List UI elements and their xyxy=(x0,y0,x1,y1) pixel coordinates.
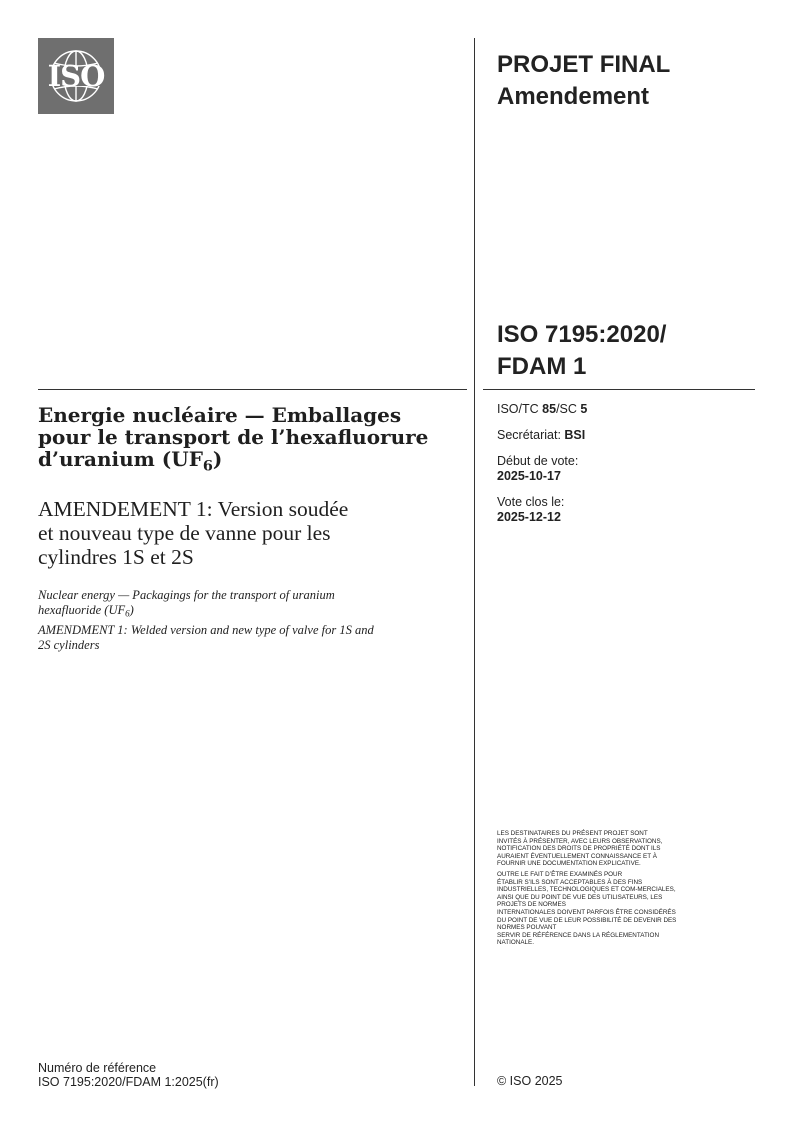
notice-line: DU POINT DE VUE DE LEUR POSSIBILITÉ DE DEVENIR DES xyxy=(497,916,677,924)
right-horizontal-divider xyxy=(483,389,755,390)
notice-line: INVITÉS À PRÉSENTER, AVEC LEURS OBSERVATIONS, xyxy=(497,837,663,845)
vote-start-label: Début de vote: xyxy=(497,454,579,468)
notice-paragraph-1 xyxy=(497,830,755,868)
document-number-line-2: FDAM 1 xyxy=(497,353,587,380)
amend-en-line-1: AMENDMENT 1: Welded version and new type of valve for 1S and xyxy=(38,623,374,637)
document-number xyxy=(497,319,666,383)
notice-line: NOTIFICATION DES DROITS DE PROPRIÉTÉ DONT ILS xyxy=(497,845,661,853)
logo-text: ISO xyxy=(47,59,105,93)
title-en-line-1: Nuclear energy — Packagings for the transport of uranium xyxy=(38,588,335,602)
notice-line: LES DESTINATAIRES DU PRÉSENT PROJET SONT xyxy=(497,830,648,837)
committee xyxy=(497,402,587,417)
notice-paragraph-2 xyxy=(497,871,755,947)
notice-line: OUTRE LE FAIT D’ÊTRE EXAMINÉS POUR xyxy=(497,870,623,878)
secretariat-label: Secrétariat: xyxy=(497,428,565,442)
vote-start-date: 2025-10-17 xyxy=(497,469,561,483)
title-english xyxy=(38,588,448,658)
title-fr-subscript: 6 xyxy=(202,457,213,475)
reference-label: Numéro de référence xyxy=(38,1061,157,1075)
title-en-main xyxy=(38,588,448,617)
vertical-divider xyxy=(474,38,475,1086)
notice-line: SERVIR DE RÉFÉRENCE DANS LA RÉGLEMENTATION xyxy=(497,931,660,939)
title-en-amendment xyxy=(38,623,448,652)
notice-line: INTERNATIONALES DOIVENT PARFOIS ÊTRE CONSIDÉRÉS xyxy=(497,908,676,916)
vote-end xyxy=(497,495,587,525)
amend-en-line-2: 2S cylinders xyxy=(38,637,100,652)
notice-line: FOURNIR UNE DOCUMENTATION EXPLICATIVE. xyxy=(497,860,641,868)
status-line-2: Amendement xyxy=(497,83,650,110)
vote-start xyxy=(497,454,587,484)
title-fr-line-1: Energie nucléaire — Emballages xyxy=(38,403,402,427)
committee-mid: /SC xyxy=(556,402,581,416)
copyright: © ISO 2025 xyxy=(497,1074,563,1088)
title-fr-line-3-close: ) xyxy=(212,447,223,471)
recipients-notice xyxy=(497,830,755,950)
vote-end-label: Vote clos le: xyxy=(497,495,565,509)
document-meta xyxy=(497,402,587,536)
iso-logo xyxy=(38,38,114,114)
notice-line: ÉTABLIR S’ILS SONT ACCEPTABLES À DES FINS xyxy=(497,878,643,886)
notice-line: NORMES POUVANT xyxy=(497,924,557,932)
amendment-title-french xyxy=(38,497,458,569)
notice-line: INDUSTRIELLES, TECHNOLOGIQUES ET COM-MERCIALES, xyxy=(497,886,676,894)
document-status xyxy=(497,49,670,113)
reference-value: ISO 7195:2020/FDAM 1:2025(fr) xyxy=(38,1075,219,1089)
title-en-line-2-close: ) xyxy=(129,602,134,617)
amend-fr-line-3: cylindres 1S et 2S xyxy=(38,545,194,569)
title-fr-line-3-text: d’uranium (UF xyxy=(38,447,203,471)
status-line-1: PROJET FINAL xyxy=(497,51,671,78)
left-horizontal-divider xyxy=(38,389,467,390)
sc-number: 5 xyxy=(580,402,588,416)
committee-prefix: ISO/TC xyxy=(497,402,543,416)
tc-number: 85 xyxy=(542,402,557,416)
title-en-line-2: hexafluoride (UF xyxy=(38,602,126,617)
notice-line: AINSI QUE DU POINT DE VUE DES UTILISATEURS, LES xyxy=(497,893,663,901)
title-french xyxy=(38,403,458,475)
title-en-subscript: 6 xyxy=(125,608,130,619)
amend-fr-line-2: et nouveau type de vanne pour les xyxy=(38,521,331,545)
title-fr-line-3 xyxy=(38,447,458,475)
title-fr-line-2: pour le transport de l’hexafluorure xyxy=(38,425,429,449)
vote-end-date: 2025-12-12 xyxy=(497,510,561,524)
secretariat xyxy=(497,428,587,443)
notice-line: AURAIENT ÉVENTUELLEMENT CONNAISSANCE ET À xyxy=(497,852,657,860)
reference-number xyxy=(38,1061,219,1089)
secretariat-value: BSI xyxy=(564,428,586,442)
notice-line: NATIONALE. xyxy=(497,939,534,947)
document-number-line-1: ISO 7195:2020/ xyxy=(497,321,667,348)
notice-line: PROJETS DE NORMES xyxy=(497,901,566,909)
amend-fr-line-1: AMENDEMENT 1: Version soudée xyxy=(38,497,349,521)
